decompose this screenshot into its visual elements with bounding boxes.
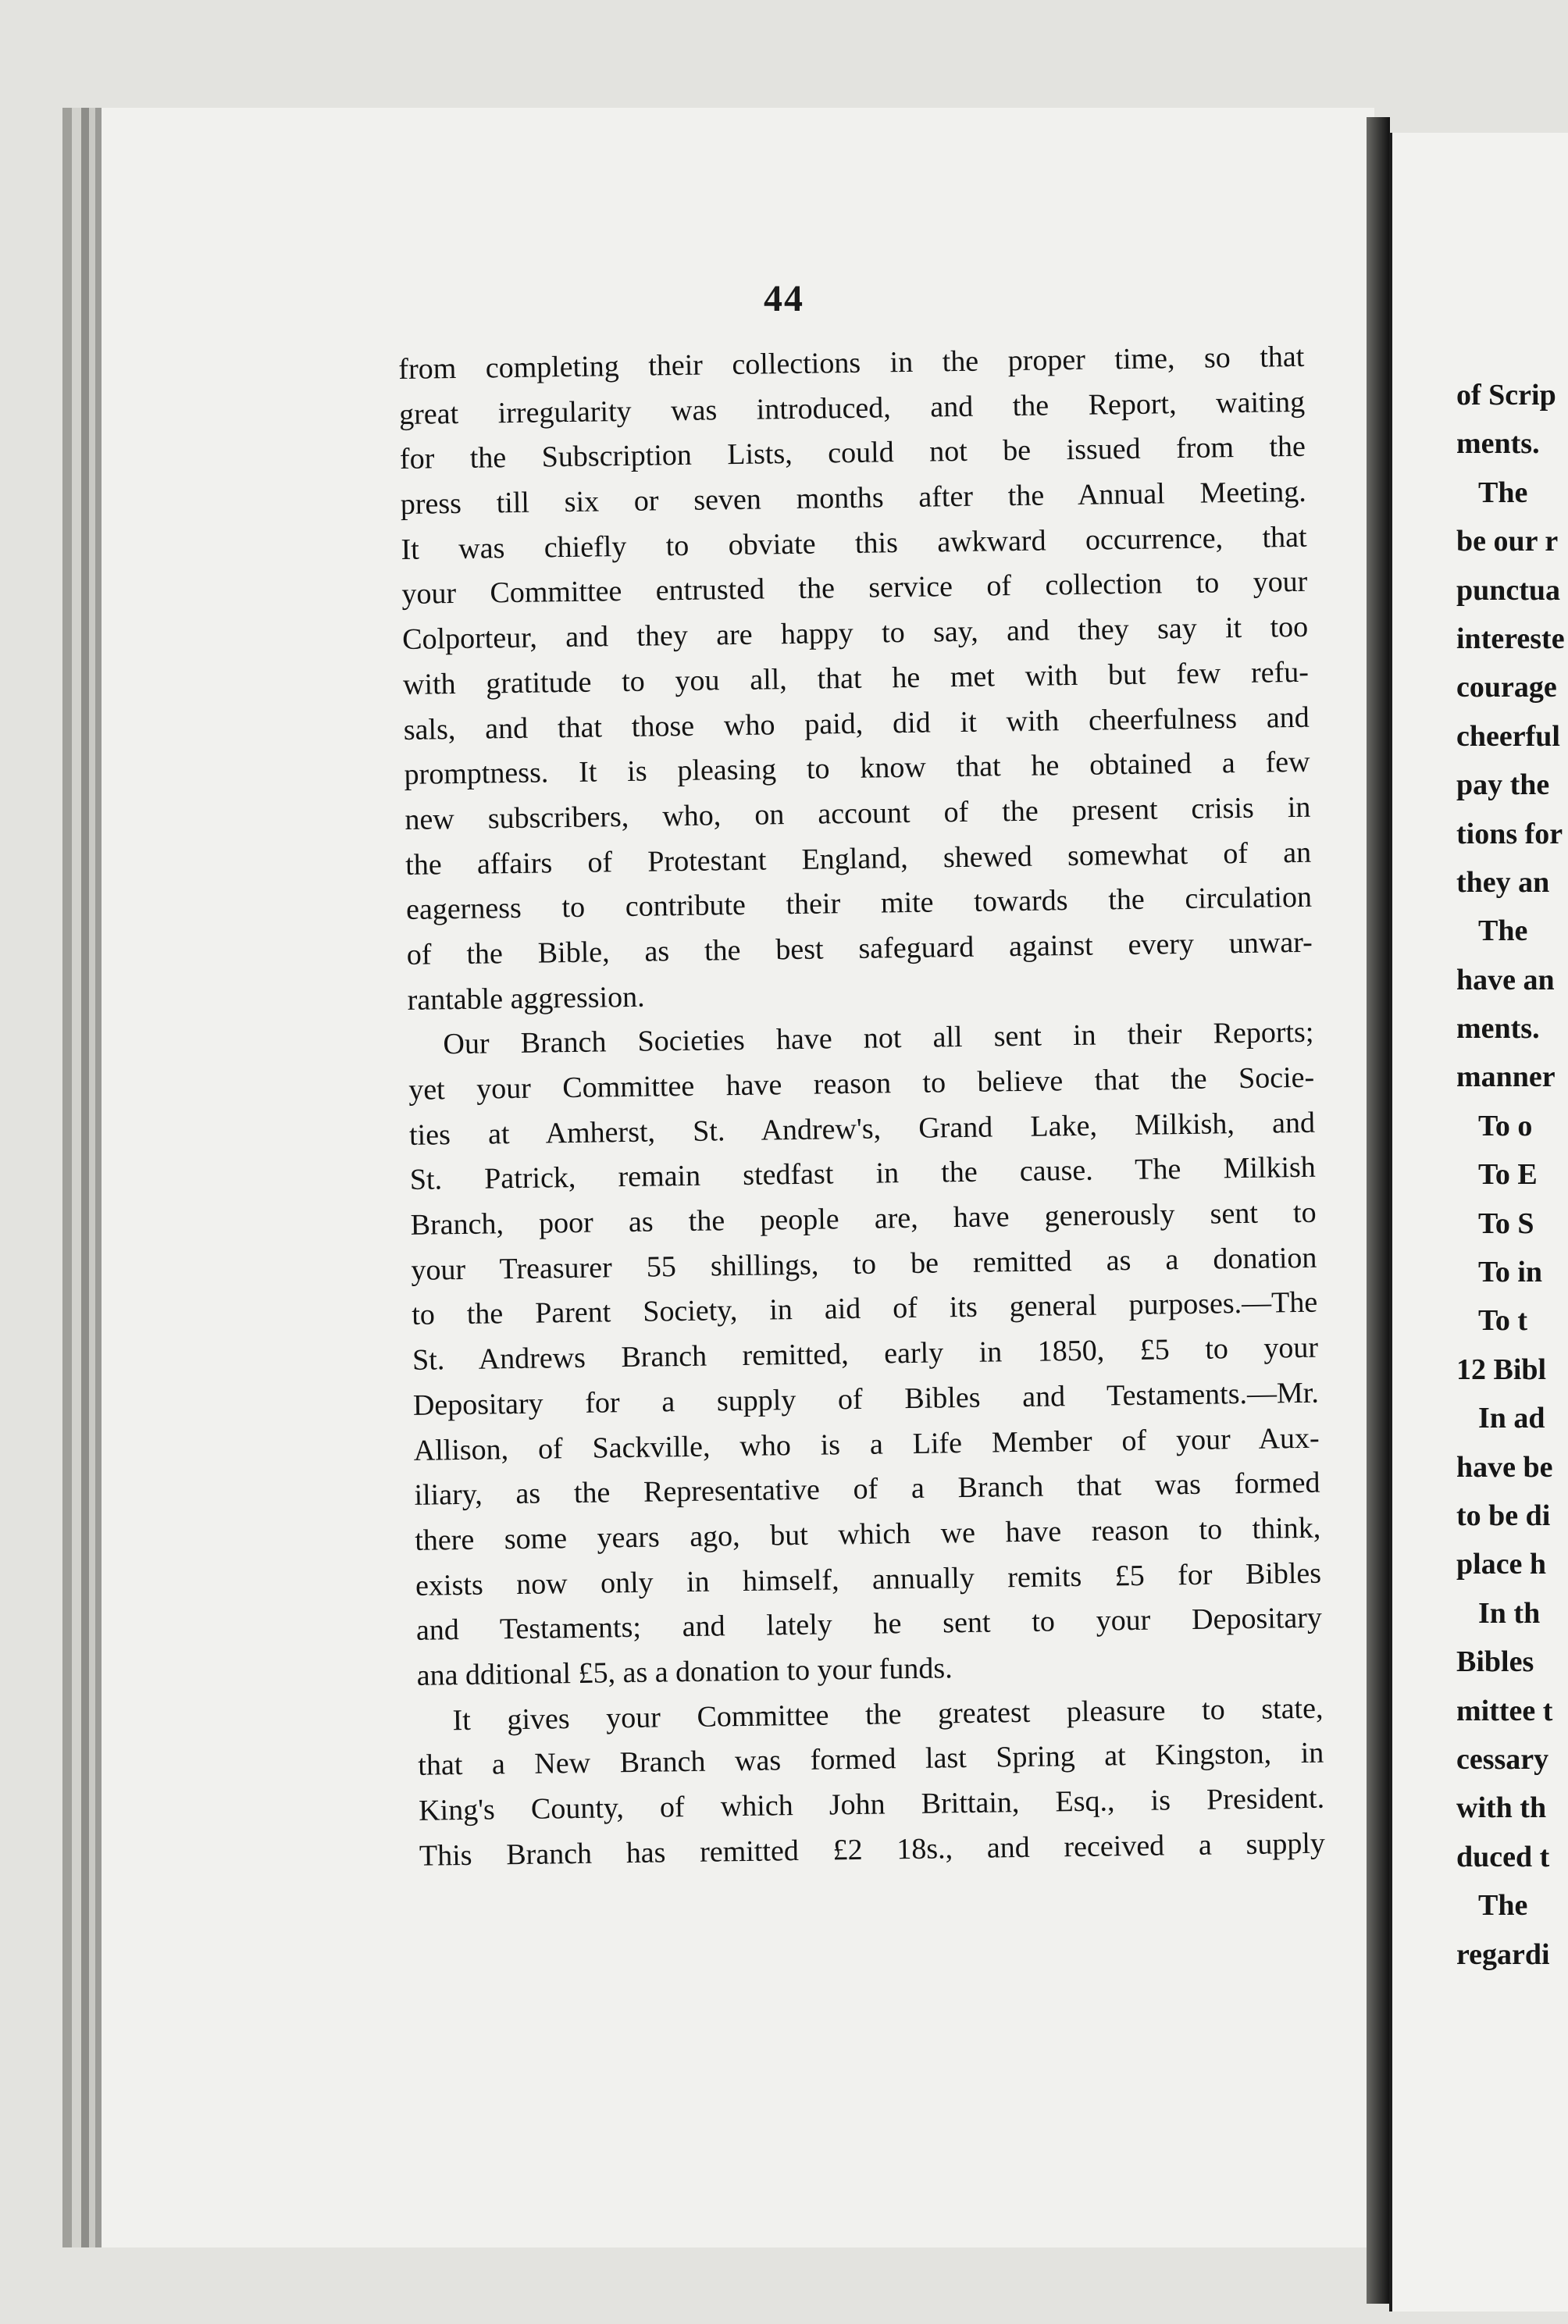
text-line: there some years ago, but which we have reason to think, [415,1511,1321,1557]
text-line: In ad [1478,1402,1545,1435]
text-line: exists now only in himself, annually remits £5 for Bibles [415,1556,1322,1602]
text-line: to be di [1456,1499,1551,1532]
text-line: To in [1478,1256,1543,1289]
text-line: St. Andrews Branch remitted, early in 1850, £5 to your [412,1331,1319,1377]
text-line: ana dditional £5, as a donation to your funds. [416,1652,953,1692]
text-line: mittee t [1456,1694,1553,1727]
text-line: To S [1478,1207,1534,1240]
text-line: King's County, of which John Brittain, Esq., is President. [418,1781,1325,1827]
text-line: The [1478,914,1528,948]
text-line: the affairs of Protestant England, shewed somewhat of an [404,836,1312,882]
text-line: for the Subscription Lists, could not be issued from the [399,430,1306,476]
text-line: promptness. It is pleasing to know that he obtained a few [404,745,1310,792]
text-line: eagerness to contribute their mite towards the circulation [405,880,1313,927]
text-line: St. Patrick, remain stedfast in the cause. The Milkish [409,1151,1317,1197]
text-line: The [1478,476,1528,509]
page-body-text [398,335,1325,1879]
text-line: to the Parent Society, in aid of its general purposes.—The [412,1286,1318,1332]
text-line: intereste [1456,622,1565,655]
text-line: Branch, poor as the people are, have generously sent to [410,1196,1317,1242]
text-line: new subscribers, who, on account of the present crisis in [404,790,1311,836]
text-line: In th [1478,1596,1541,1630]
text-line: The [1478,1889,1528,1923]
text-line: It gives your Committee the greatest pleasure to state, [452,1691,1324,1737]
text-line: your Treasurer 55 shillings, to be remitted as a donation [411,1241,1317,1287]
text-line: place h [1456,1548,1547,1581]
text-line: Our Branch Societies have not all sent in their Reports; [443,1016,1314,1061]
text-line: ties at Amherst, St. Andrew's, Grand Lake, Milkish, and [408,1106,1316,1152]
text-line: iliary, as the Representative of a Branch that was formed [414,1466,1320,1513]
text-line: punctua [1456,573,1561,607]
text-line: To t [1478,1304,1528,1338]
text-line: press till six or seven months after the Annual Meeting. [400,475,1306,522]
text-line: cessary [1456,1742,1549,1776]
text-line: ments. [1456,427,1540,461]
text-line: pay the [1456,768,1550,802]
text-line: It was chiefly to obviate this awkward occurrence, that [401,520,1307,566]
text-line: regardi [1456,1937,1550,1971]
text-line: from completing their collections in the proper time, so that [398,340,1305,386]
text-line: tions for [1456,817,1563,850]
text-line: courage [1456,671,1557,704]
text-line: Colporteur, and they are happy to say, and they say it too [401,610,1309,657]
text-line: ments. [1456,1012,1540,1046]
text-line: they an [1456,865,1550,899]
text-line: of the Bible, as the best safeguard against every unwar- [406,925,1313,971]
text-line: To o [1478,1109,1533,1142]
text-line: sals, and that those who paid, did it with cheerfulness and [403,700,1310,747]
text-line: Depositary for a supply of Bibles and Testaments.—Mr. [412,1376,1320,1422]
text-line: and Testaments; and lately he sent to your Depositary [415,1601,1323,1648]
text-line: This Branch has remitted £2 18s., and received a supply [419,1827,1326,1873]
text-line: manner [1456,1060,1556,1094]
text-line: cheerful [1456,719,1560,753]
text-line: have be [1456,1450,1553,1484]
text-line: have an [1456,963,1555,996]
text-line: great irregularity was introduced, and the Report, waiting [398,385,1306,431]
text-line: rantable aggression. [407,980,645,1017]
text-line: with gratitude to you all, that he met with but few refu- [402,655,1310,701]
text-line: Bibles [1456,1645,1534,1679]
text-line: Allison, of Sackville, who is a Life Member of your Aux- [413,1421,1320,1467]
text-line: duced t [1456,1840,1550,1873]
text-line: that a New Branch was formed last Spring at Kingston, in [418,1736,1324,1783]
text-line: with th [1456,1791,1547,1825]
book-gutter [1367,117,1390,2304]
text-line: of Scrip [1456,379,1556,412]
text-line: be our r [1456,525,1559,558]
facing-page-text [1456,371,1568,1979]
text-line: your Committee entrusted the service of collection to your [401,565,1308,611]
text-line: 12 Bibl [1456,1353,1547,1386]
page-number: 44 [764,278,804,319]
text-line: yet your Committee have reason to believe that the Socie- [408,1060,1315,1107]
page-edges [62,117,102,2241]
text-line: To E [1478,1158,1538,1192]
